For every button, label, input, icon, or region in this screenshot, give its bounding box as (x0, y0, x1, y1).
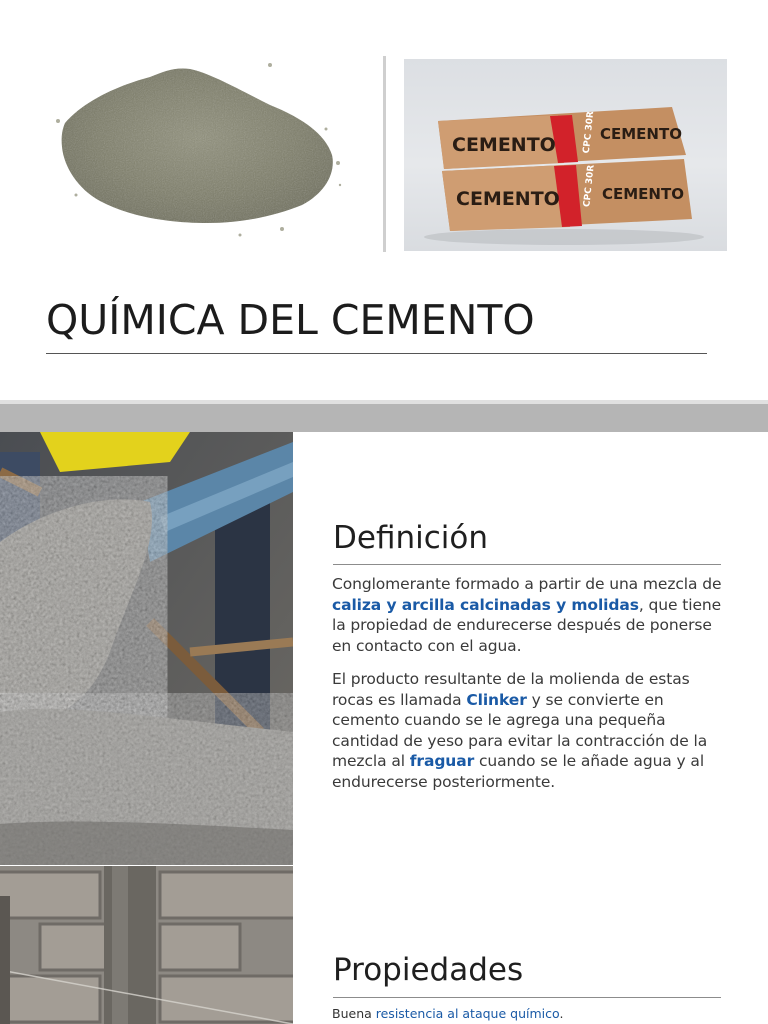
properties-rule (333, 997, 721, 998)
highlight-caliza-arcilla: caliza y arcilla calcinadas y molidas (332, 595, 639, 614)
slide-definition (0, 432, 768, 1024)
properties-heading: Propiedades (333, 952, 524, 988)
svg-text:CEMENTO: CEMENTO (600, 125, 682, 143)
highlight-fraguar: fraguar (409, 752, 475, 770)
definition-rule (333, 564, 721, 565)
svg-text:CEMENTO: CEMENTO (602, 185, 684, 203)
definition-paragraph-2: El producto resultante de la molienda de estas rocas es llamada Clinker y se convierte en cemento cuando se le agrega una pequeña cantidad de yeso para evitar la contracción de la mezcla al fraguar cuando se le añade agua y al endurecerse posteriormente. (332, 670, 708, 791)
slide-title: QUÍMICA DEL CEMENTO (46, 296, 535, 344)
title-underline (46, 353, 707, 354)
cement-powder-image (40, 45, 360, 255)
svg-text:CEMENTO: CEMENTO (452, 134, 556, 156)
highlight-resistencia: resistencia al ataque químico (375, 1006, 560, 1021)
brick-wall-image (0, 866, 293, 1024)
slide-header-band (0, 404, 768, 432)
properties-item-1: Buena resistencia al ataque químico. (332, 1006, 564, 1021)
svg-text:CEMENTO: CEMENTO (456, 188, 560, 210)
image-divider (383, 56, 386, 252)
concrete-pouring-image (0, 432, 293, 865)
slide-cover (0, 0, 768, 400)
svg-text:CPC 30R: CPC 30R (581, 110, 597, 154)
cement-bags-image (404, 59, 727, 251)
definition-paragraph-1: Conglomerante formado a partir de una mezcla de caliza y arcilla calcinadas y molidas, que tiene la propiedad de endurecerse después de ponerse en contacto con el agua. (332, 575, 722, 655)
definition-heading: Definición (333, 520, 488, 556)
svg-text:CPC 30R: CPC 30R (582, 164, 597, 208)
highlight-clinker: Clinker (466, 690, 527, 709)
